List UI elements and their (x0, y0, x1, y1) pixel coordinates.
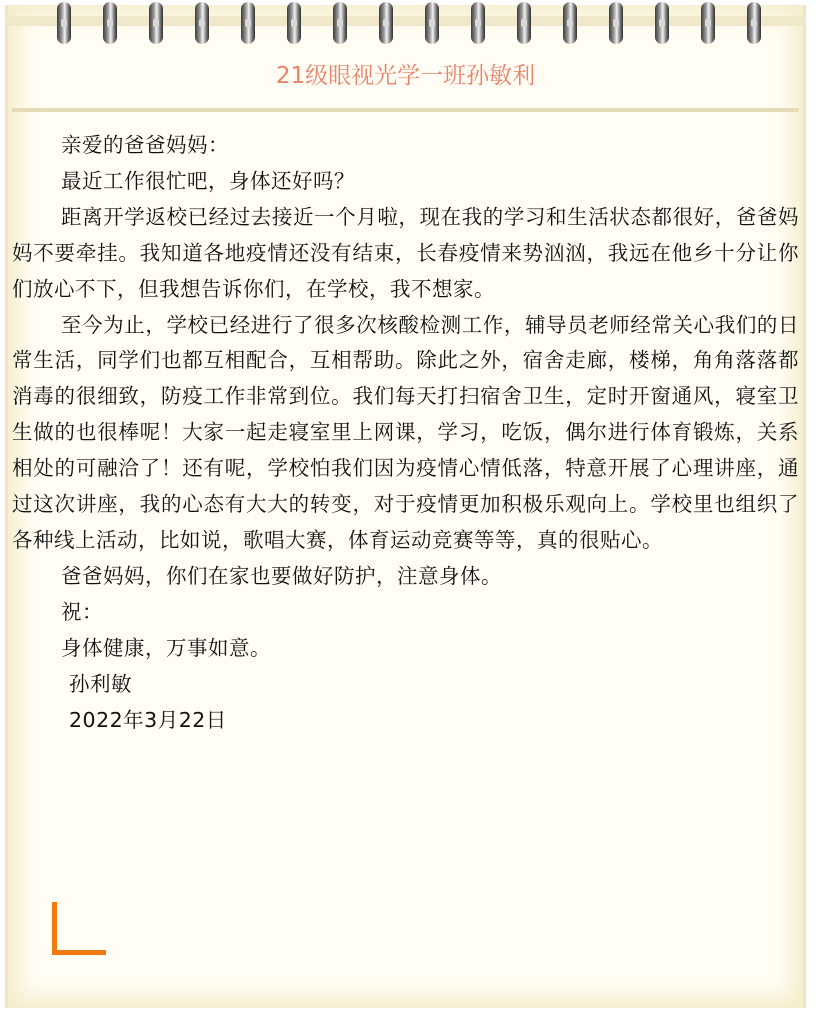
page-title: 21级眼视光学一班孙敏利 (275, 63, 536, 89)
letter-date: 2022年3月22日 (69, 707, 227, 732)
binding-ring-icon (471, 2, 485, 44)
binding-ring-icon (149, 2, 163, 44)
binding-ring-icon (701, 2, 715, 44)
binding-ring-icon (609, 2, 623, 44)
letter-wish-label: 祝： (61, 599, 103, 624)
letter-paragraph: 最近工作很忙吧，身体还好吗？ (61, 168, 355, 193)
binding-ring-icon (425, 2, 439, 44)
letter-wish: 身体健康，万事如意。 (61, 635, 271, 660)
title-divider (12, 108, 799, 112)
binding-ring-icon (241, 2, 255, 44)
binding-ring-icon (57, 2, 71, 44)
corner-bracket-icon (52, 902, 106, 955)
spiral-binding (0, 2, 829, 46)
letter-body (12, 128, 799, 738)
letter-paragraph: 至今为止，学校已经进行了很多次核酸检测工作，辅导员老师经常关心我们的日常生活，同学们也都互相配合，互相帮助。除此之外，宿舍走廊，楼梯，角角落落都消毒的很细致，防疫工作非常到位。我们每天打扫宿舍卫生，定时开窗通风，寝室卫生做的也很棒呢！大家一起走寝室里上网课，学习，吃饭，偶尔进行体育锻炼，关系相处的可融洽了！还有呢，学校怕我们因为疫情心情低落，特意开展了心理讲座，通过这次讲座，我的心态有大大的转变，对于疫情更加积极乐观向上。学校里也组织了各种线上活动，比如说，歌唱大赛，体育运动竞赛等等，真的很贴心。 (12, 312, 799, 552)
binding-ring-icon (655, 2, 669, 44)
binding-ring-icon (517, 2, 531, 44)
letter-greeting: 亲爱的爸爸妈妈： (61, 133, 229, 157)
letter-paragraph: 爸爸妈妈，你们在家也要做好防护，注意身体。 (61, 563, 502, 588)
letter-paragraph: 距离开学返校已经过去接近一个月啦，现在我的学习和生活状态都很好，爸爸妈妈不要牵挂。我知道各地疫情还没有结束，长春疫情来势汹汹，我远在他乡十分让你们放心不下，但我想告诉你们，在学校，我不想家。 (12, 204, 799, 301)
letter-signature: 孙利敏 (69, 671, 132, 696)
binding-ring-icon (287, 2, 301, 44)
binding-ring-icon (563, 2, 577, 44)
binding-ring-icon (103, 2, 117, 44)
binding-ring-icon (747, 2, 761, 44)
binding-ring-icon (379, 2, 393, 44)
binding-ring-icon (195, 2, 209, 44)
binding-ring-icon (333, 2, 347, 44)
